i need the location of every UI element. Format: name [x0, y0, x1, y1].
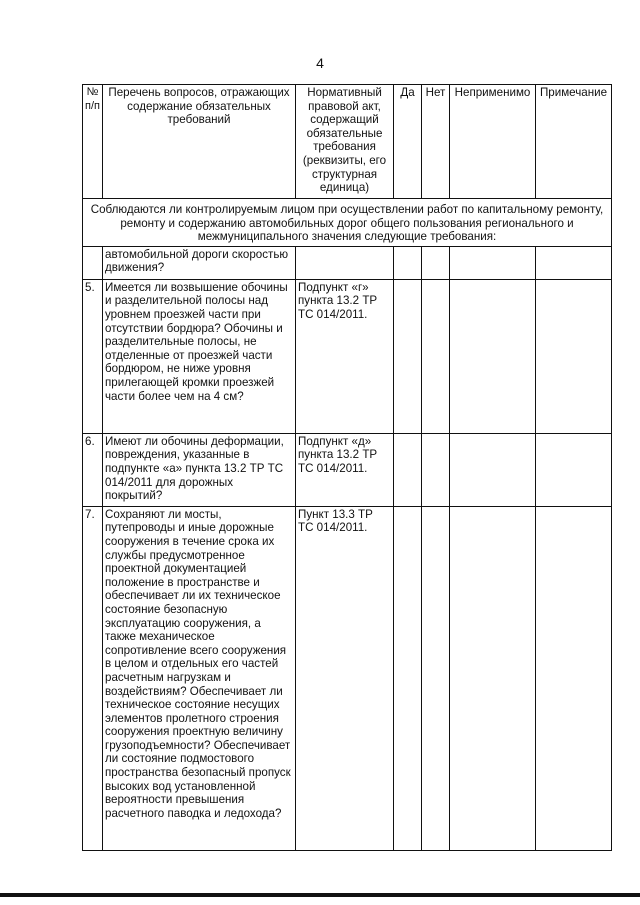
section-title: Соблюдаются ли контролируемым лицом при осуществлении работ по капитальному ремонту, ремонту и содержанию автомобильных дорог общего пользования регионального и межмуниципального значения следующие требования:: [83, 199, 612, 247]
scan-edge-line: [0, 893, 640, 897]
header-note: Примечание: [536, 85, 612, 199]
row-question: автомобильной дороги скоростью движения?: [103, 246, 296, 279]
row-normative: Подпункт «г» пункта 13.2 ТР ТС 014/2011.: [296, 279, 394, 433]
header-questions: Перечень вопросов, отражающих содержание обязательных требований: [103, 85, 296, 199]
row-yes-cell[interactable]: [394, 433, 422, 506]
row-yes-cell[interactable]: [394, 506, 422, 850]
row-number: 5.: [83, 279, 103, 433]
header-yes: Да: [394, 85, 422, 199]
row-note-cell[interactable]: [536, 279, 612, 433]
row-not-applicable-cell[interactable]: [450, 506, 536, 850]
header-no: Нет: [422, 85, 450, 199]
page-number: 4: [316, 55, 324, 71]
row-normative: Пункт 13.3 ТР ТС 014/2011.: [296, 506, 394, 850]
table-row: [83, 433, 612, 506]
table-row: [83, 246, 612, 279]
row-question: Имеется ли возвышение обочины и разделительной полосы над уровнем проезжей части при отсутствии бордюра? Обочины и разделительные полосы, не отделенные от проезжей части бордюром, не ниже уровня прилегающей кромки проезжей части более чем на 4 см?: [103, 279, 296, 433]
row-question: Имеют ли обочины деформации, повреждения, указанные в подпункте «а» пункта 13.2 ТР ТС 014/2011 для дорожных покрытий?: [103, 433, 296, 506]
row-no-cell[interactable]: [422, 433, 450, 506]
header-not-applicable: Неприменимо: [450, 85, 536, 199]
row-number: 7.: [83, 506, 103, 850]
row-no-cell[interactable]: [422, 279, 450, 433]
row-note-cell[interactable]: [536, 506, 612, 850]
row-yes-cell[interactable]: [394, 279, 422, 433]
row-no-cell[interactable]: [422, 246, 450, 279]
header-num: № п/п: [83, 85, 103, 199]
row-yes-cell[interactable]: [394, 246, 422, 279]
table-row: [83, 279, 612, 433]
row-normative: [296, 246, 394, 279]
row-normative: Подпункт «д» пункта 13.2 ТР ТС 014/2011.: [296, 433, 394, 506]
table-row: [83, 506, 612, 850]
row-number: 6.: [83, 433, 103, 506]
row-no-cell[interactable]: [422, 506, 450, 850]
row-number: [83, 246, 103, 279]
row-note-cell[interactable]: [536, 433, 612, 506]
row-not-applicable-cell[interactable]: [450, 279, 536, 433]
section-title-row: [83, 199, 612, 247]
row-not-applicable-cell[interactable]: [450, 433, 536, 506]
row-not-applicable-cell[interactable]: [450, 246, 536, 279]
requirements-checklist-table: [82, 84, 612, 851]
row-note-cell[interactable]: [536, 246, 612, 279]
header-normative: Нормативный правовой акт, содержащий обязательные требования (реквизиты, его структурная единица): [296, 85, 394, 199]
table-header-row: [83, 85, 612, 199]
row-question: Сохраняют ли мосты, путепроводы и иные дорожные сооружения в течение срока их службы предусмотренное проектной документацией положение в пространстве и обеспечивает ли их техническое состояние безопасную эксплуатацию сооружения, а также механическое сопротивление всего сооружения в целом и отдельных его частей расчетным нагрузкам и воздействиям? Обеспечивает ли техническое состояние несущих элементов пролетного строения сооружения проектную величину грузоподъемности? Обеспечивает ли состояние подмостового пространства безопасный пропуск высоких вод установленной вероятности превышения расчетного паводка и ледохода?: [103, 506, 296, 850]
